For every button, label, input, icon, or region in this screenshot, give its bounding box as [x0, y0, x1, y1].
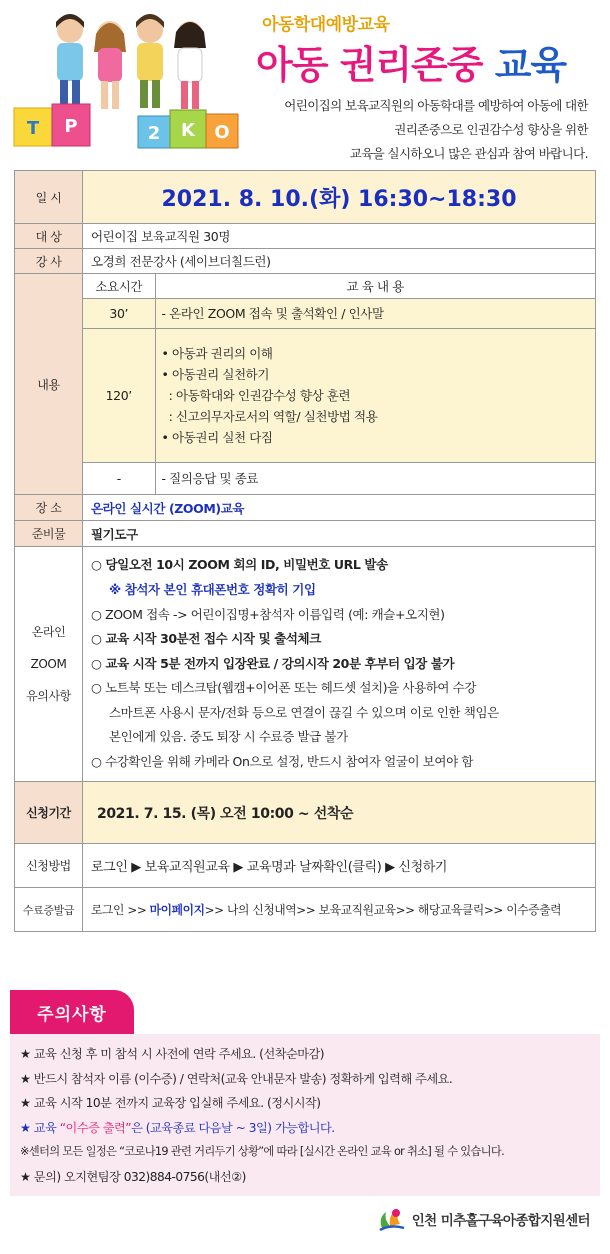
content-item-3: : 아동학대와 인권감수성 향상 훈련 [161, 387, 351, 403]
time-dash: - [83, 462, 155, 494]
content-table [83, 274, 595, 494]
caution-notice: ※센터의 모든 일정은 “코로나19 관련 거리두기 상황”에 따라 [실시간 온라인 교육 or 취소] 될 수 있습니다. [20, 1145, 504, 1158]
title-part-1: 아동 권리존중 [256, 43, 495, 87]
intro-text [248, 94, 588, 166]
content-row-1-text: - 온라인 ZOOM 접속 및 출석확인 / 인사말 [155, 298, 595, 328]
apply-period-label: 신청기간 [15, 782, 83, 844]
time-120: 120’ [83, 328, 155, 462]
mypage-highlight: 마이페이지 [149, 903, 205, 917]
child-figure-4 [174, 21, 206, 109]
zoom-note-7: 스마트폰 사용시 문자/전화 등으로 연결이 끊길 수 있으며 이로 인한 책임은 [109, 704, 499, 720]
children-with-blocks-illustration [10, 8, 240, 158]
content-cell [83, 274, 596, 495]
certificate-row [15, 888, 596, 932]
place-row [15, 495, 596, 521]
header [0, 0, 610, 170]
zoom-note-4: ○ 교육 시작 30분전 접수 시작 및 출석체크 [91, 631, 321, 647]
zoom-label-line-1: 온라인 [31, 625, 66, 639]
intro-line-2: 권리존중으로 인권감수성 향상을 위한 [394, 122, 588, 137]
time-30: 30’ [83, 298, 155, 328]
lecturer-row [15, 249, 596, 274]
zoom-notes-list [83, 547, 596, 782]
schedule-row [15, 171, 596, 224]
caution-box [10, 1034, 600, 1196]
content-row-3 [83, 462, 595, 494]
materials-label: 준비물 [15, 521, 83, 547]
footer-org-logo [376, 1206, 590, 1232]
apply-period-row [15, 782, 596, 844]
caution-title: 주의사항 [10, 990, 134, 1034]
child-figure-3 [136, 14, 164, 108]
certificate-text-1: 로그인 >> [91, 903, 150, 917]
zoom-note-9: ○ 수강확인을 위해 카메라 On으로 설정, 반드시 참여자 얼굴이 보여야 함 [91, 754, 474, 770]
caution-cert-highlight: “이수증 출력” [59, 1120, 132, 1135]
content-label: 내용 [15, 274, 83, 495]
org-logo-icon [376, 1206, 406, 1232]
content-row-2 [83, 328, 595, 462]
caution-line-3: ★ 교육 시작 10분 전까지 교육장 입실해 주세요. (정시시작) [20, 1096, 321, 1110]
alphabet-blocks [14, 104, 238, 148]
materials-value: 필기도구 [83, 521, 596, 547]
content-item-4: : 신고의무자로서의 역할/ 실천방법 적용 [161, 408, 378, 424]
materials-row [15, 521, 596, 547]
lecturer-value: 오경희 전문강사 (세이브더칠드런) [83, 249, 596, 274]
child-figure-1 [56, 14, 84, 108]
content-row-2-list [155, 328, 595, 462]
zoom-notes-label [15, 547, 83, 782]
certificate-value [83, 888, 596, 932]
intro-line-3: 교육을 실시하오니 많은 관심과 참여 바랍니다. [349, 146, 588, 161]
content-item-5: • 아동권리 실천 다짐 [161, 429, 273, 445]
content-item-2: • 아동권리 실천하기 [161, 366, 270, 382]
page-title [256, 34, 566, 89]
subtitle: 아동학대예방교육 [262, 15, 390, 35]
caution-line-2: ★ 반드시 참석자 이름 (이수증) / 연락처(교육 안내문자 발송) 정확하게 입력해 주세요. [20, 1071, 453, 1086]
zoom-note-6: ○ 노트북 또는 데스크탑(웹캠+이어폰 또는 헤드셋 설치)을 사용하여 수강 [91, 680, 477, 696]
caution-cert-rest: 은 (교육종료 다음날 ~ 3일) 가능합니다. [131, 1120, 335, 1135]
lecturer-label: 강 사 [15, 249, 83, 274]
content-row-1 [83, 298, 595, 328]
apply-period-value: 2021. 7. 15. (목) 오전 10:00 ~ 선착순 [83, 782, 596, 844]
content-row-3-text: - 질의응답 및 종료 [155, 462, 595, 494]
schedule-label: 일 시 [15, 171, 83, 224]
education-info-table [14, 170, 596, 932]
block-letter-4: K [181, 120, 195, 141]
schedule-value: 2021. 8. 10.(화) 16:30~18:30 [83, 171, 596, 224]
zoom-label-line-2: ZOOM [30, 657, 67, 671]
content-header-row [83, 274, 595, 298]
zoom-notes-row [15, 547, 596, 782]
apply-method-row [15, 844, 596, 888]
zoom-label-line-3: 유의사항 [26, 689, 71, 703]
intro-line-1: 어린이집의 보육교직원의 아동학대를 예방하여 아동에 대한 [284, 98, 588, 113]
target-row [15, 224, 596, 249]
zoom-note-5: ○ 교육 시작 5분 전까지 입장완료 / 강의시작 20분 후부터 입장 불가 [91, 655, 455, 671]
caution-line-4 [20, 1116, 590, 1141]
block-letter-2: P [64, 116, 78, 137]
content-header: 교 육 내 용 [155, 274, 595, 298]
title-part-2: 교육 [494, 43, 567, 87]
content-item-1: • 아동과 권리의 이해 [161, 345, 273, 361]
apply-method-label: 신청방법 [15, 844, 83, 888]
target-label: 대 상 [15, 224, 83, 249]
zoom-note-3: ○ ZOOM 접속 -> 어린이집명+참석자 이름입력 (예: 캐슬+오지현) [91, 606, 445, 622]
block-letter-5: O [214, 122, 230, 143]
target-value: 어린이집 보육교직원 30명 [83, 224, 596, 249]
zoom-note-8: 본인에게 있음. 중도 퇴장 시 수료증 발급 불가 [109, 729, 348, 745]
certificate-label: 수료증발급 [15, 888, 83, 932]
block-letter-1: T [26, 118, 40, 139]
place-label: 장 소 [15, 495, 83, 521]
zoom-note-2: ※ 참석자 본인 휴대폰번호 정확히 기입 [109, 581, 316, 597]
place-value: 온라인 실시간 (ZOOM)교육 [83, 495, 596, 521]
content-row [15, 274, 596, 495]
zoom-note-1: ○ 당일오전 10시 ZOOM 회의 ID, 비밀번호 URL 발송 [91, 557, 388, 573]
org-name: 인천 미추홀구육아종합지원센터 [411, 1213, 590, 1229]
certificate-text-2: >> 나의 신청내역>> 보육교직원교육>> 해당교육클릭>> 이수증출력 [204, 903, 562, 917]
child-figure-2 [94, 21, 126, 109]
block-letter-3: 2 [147, 123, 161, 144]
apply-method-value: 로그인 ▶ 보육교직원교육 ▶ 교육명과 날짜확인(클릭) ▶ 신청하기 [83, 844, 596, 888]
caution-contact: ★ 문의) 오지현팀장 032)884-0756(내선②) [20, 1169, 246, 1184]
caution-line-1: ★ 교육 신청 후 미 참석 시 사전에 연락 주세요. (선착순마감) [20, 1047, 325, 1061]
caution-cert-prefix: ★ 교육 [20, 1120, 60, 1135]
time-header: 소요시간 [83, 274, 155, 298]
